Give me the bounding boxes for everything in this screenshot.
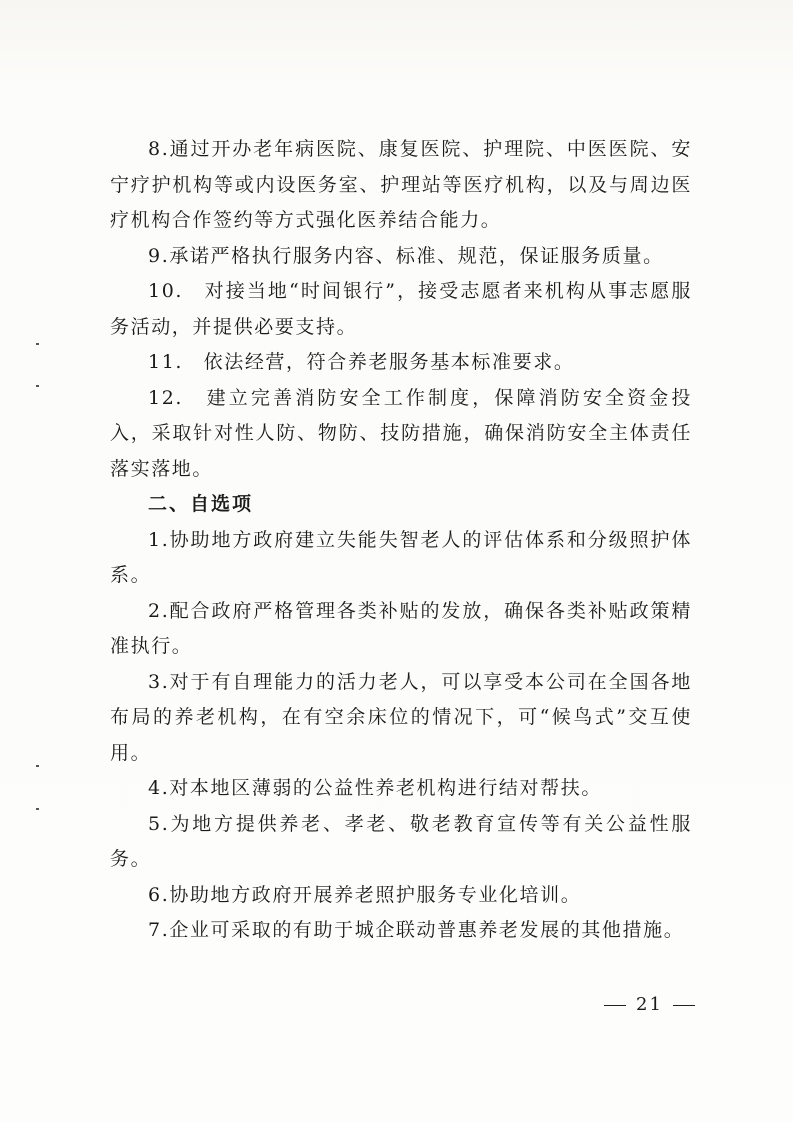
paragraph-optional-5: 5.为地方提供养老、孝老、敬老教育宣传等有关公益性服务。 — [110, 812, 692, 870]
paragraph-item-12: 12. 建立完善消防安全工作制度，保障消防安全资金投入，采取针对性人防、物防、技防措施，确保消防安全主体责任落实落地。 — [110, 386, 692, 480]
paragraph-optional-1: 1.协助地方政府建立失能失智老人的评估体系和分级照护体系。 — [110, 528, 692, 586]
paragraph-item-11: 11. 依法经营，符合养老服务基本标准要求。 — [148, 351, 575, 373]
page-number-value: 21 — [636, 994, 663, 1015]
margin-mark — [36, 343, 39, 345]
paragraph-item-9: 9.承诺严格执行服务内容、标准、规范，保证服务质量。 — [148, 244, 664, 267]
page-number-dash-left — [604, 1005, 626, 1006]
paragraph-optional-3: 3.对于有自理能力的活力老人，可以享受本公司在全国各地布局的养老机构，在有空余床位的情况下，可“候鸟式”交互使用。 — [110, 670, 692, 764]
paragraph-optional-2: 2.配合政府严格管理各类补贴的发放，确保各类补贴政策精准执行。 — [110, 599, 692, 657]
paragraph-optional-4: 4.对本地区薄弱的公益性养老机构进行结对帮扶。 — [148, 777, 602, 799]
paragraph-optional-6: 6.协助地方政府开展养老照护服务专业化培训。 — [148, 883, 582, 906]
margin-mark — [36, 808, 39, 810]
section-heading-optional: 二、自选项 — [148, 493, 254, 515]
margin-mark — [36, 385, 39, 387]
paragraph-item-8: 8.通过开办老年病医院、康复医院、护理院、中医医院、安宁疗护机构等或内设医务室、护理站等医疗机构，以及与周边医疗机构合作签约等方式强化医养结合能力。 — [110, 138, 692, 231]
document-body — [110, 132, 692, 949]
page-number — [594, 994, 705, 1015]
margin-mark — [36, 765, 39, 767]
paragraph-optional-7: 7.企业可采取的有助于城企联动普惠养老发展的其他措施。 — [148, 919, 685, 941]
page-number-dash-right — [673, 1005, 695, 1006]
paragraph-item-10: 10. 对接当地“时间银行”，接受志愿者来机构从事志愿服务活动，并提供必要支持。 — [110, 280, 692, 338]
